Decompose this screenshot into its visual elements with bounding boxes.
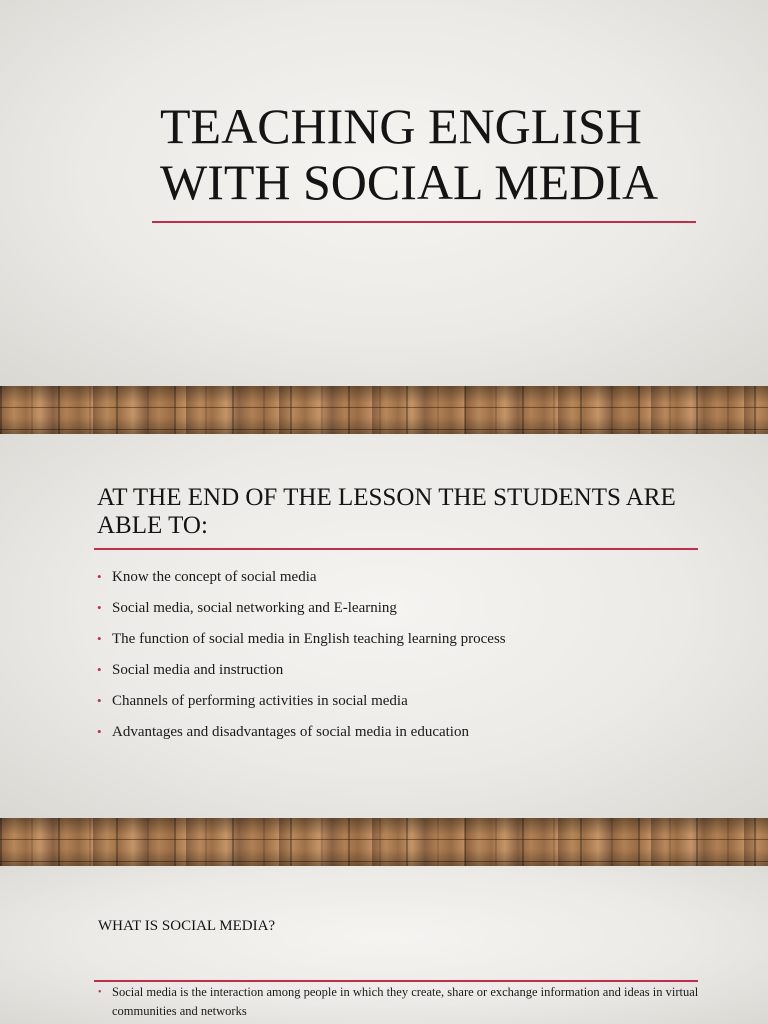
list-item: [97, 722, 506, 753]
wood-floor-divider: [0, 386, 768, 434]
list-item-text: Channels of performing activities in social media: [112, 693, 408, 709]
list-item: [97, 629, 506, 660]
list-item: [97, 691, 506, 722]
bullet-icon: •: [97, 569, 102, 584]
bullet-icon: •: [97, 662, 102, 677]
slide-objectives: [0, 434, 768, 818]
objectives-divider: [94, 548, 698, 550]
bullet-icon: •: [98, 987, 102, 998]
slide-title-heading: [160, 98, 658, 210]
bullet-icon: •: [97, 693, 102, 708]
slide-title: [0, 0, 768, 386]
list-item: [97, 598, 506, 629]
definition-heading: WHAT IS SOCIAL MEDIA?: [98, 918, 276, 934]
list-item: [97, 660, 506, 691]
list-item-text: Social media and instruction: [112, 662, 284, 678]
bullet-icon: •: [97, 600, 102, 615]
list-item-text: Social media, social networking and E-learning: [112, 600, 397, 616]
bullet-icon: •: [97, 724, 102, 739]
list-item-text: Advantages and disadvantages of social media in education: [112, 724, 469, 740]
objectives-list: [97, 567, 506, 753]
definition-divider: [94, 980, 698, 982]
title-divider: [152, 221, 696, 223]
list-item-text: The function of social media in English teaching learning process: [112, 631, 506, 647]
list-item: [97, 567, 506, 598]
definition-text: Social media is the interaction among people in which they create, share or exchange information and ideas in virtual communities and networks: [112, 985, 699, 1018]
slide-definition: [0, 866, 768, 1024]
definition-paragraph: [98, 983, 712, 1021]
wood-floor-divider: [0, 818, 768, 866]
title-line-1: TEACHING ENGLISH: [160, 98, 642, 154]
bullet-icon: •: [97, 631, 102, 646]
objectives-heading: AT THE END OF THE LESSON THE STUDENTS ARE ABLE TO:: [97, 484, 676, 539]
title-line-2: WITH SOCIAL MEDIA: [160, 154, 659, 210]
list-item-text: Know the concept of social media: [112, 569, 317, 585]
